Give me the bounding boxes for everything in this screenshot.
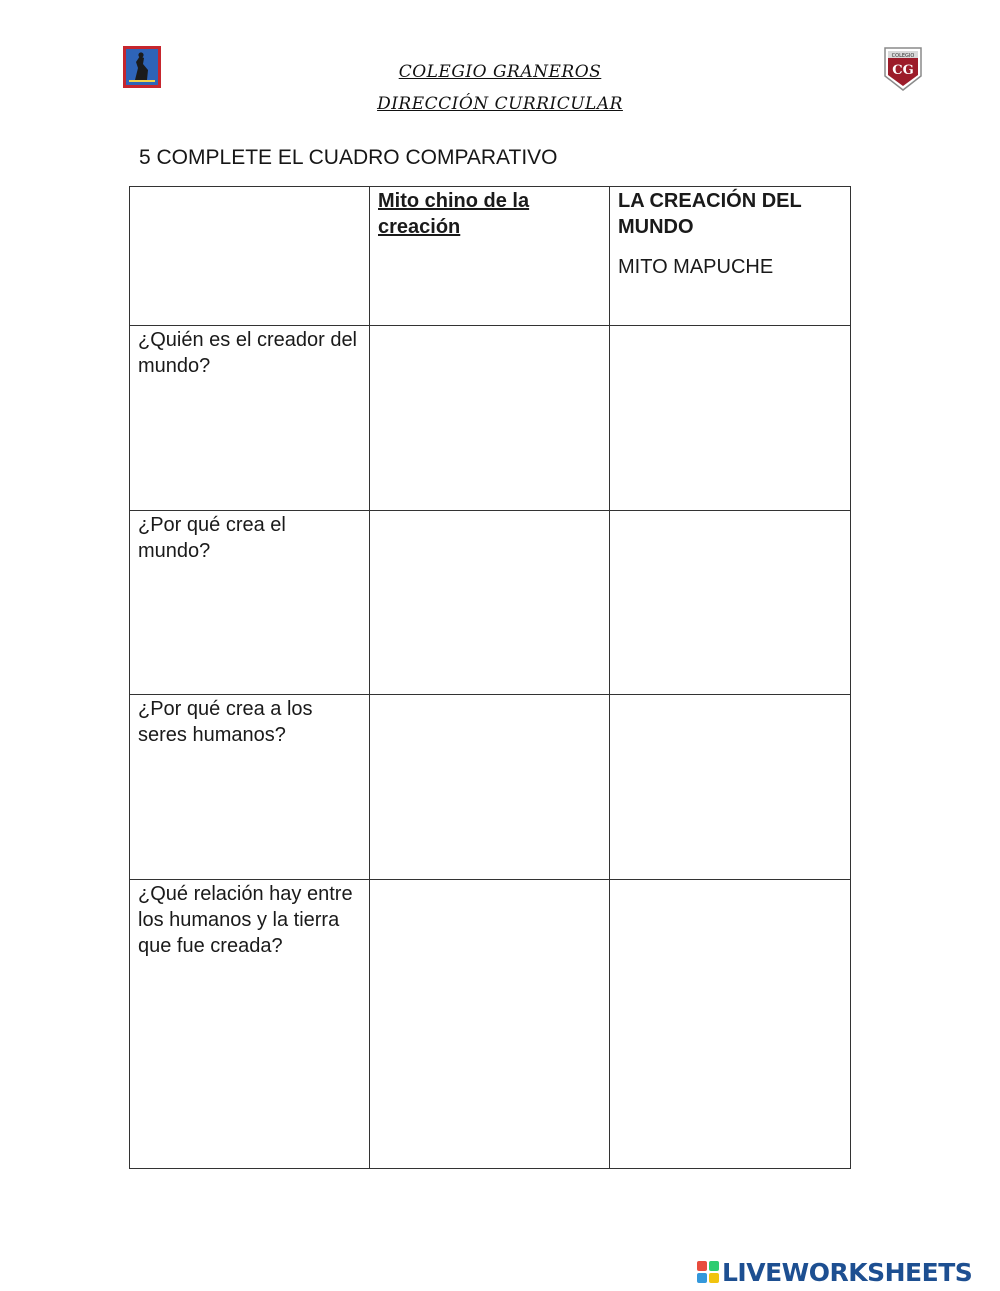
answer-cell-chinese[interactable] (370, 326, 610, 511)
question-cell: ¿Qué relación hay entre los humanos y la tierra que fue creada? (130, 880, 370, 1169)
answer-cell-mapuche[interactable] (610, 511, 851, 695)
answer-cell-mapuche[interactable] (610, 695, 851, 880)
answer-cell-mapuche[interactable] (610, 326, 851, 511)
crest-label: COLEGIO (891, 53, 915, 59)
header-chinese-myth (370, 187, 610, 326)
header-mapuche-title: LA CREACIÓN DEL MUNDO (618, 190, 802, 238)
answer-cell-chinese[interactable] (370, 511, 610, 695)
liveworksheets-brand (697, 1257, 972, 1287)
table-row (130, 511, 851, 695)
table-row (130, 880, 851, 1169)
department-name: DIRECCIÓN CURRICULAR (377, 94, 623, 114)
crest-initials: CG (892, 63, 914, 78)
answer-cell-mapuche[interactable] (610, 880, 851, 1169)
answer-cell-chinese[interactable] (370, 695, 610, 880)
table-row (130, 695, 851, 880)
answer-cell-chinese[interactable] (370, 880, 610, 1169)
corner-cell (130, 187, 370, 326)
question-cell: ¿Quién es el creador del mundo? (130, 326, 370, 511)
header-mapuche-subtitle: MITO MAPUCHE (618, 256, 774, 278)
table-header-row (130, 187, 851, 326)
header-chinese-myth-label: Mito chino de la creación (378, 190, 530, 238)
comparison-table (129, 186, 851, 1169)
liveworksheets-logo-icon (697, 1261, 719, 1283)
header-mapuche-myth (610, 187, 851, 326)
task-title: 5 COMPLETE EL CUADRO COMPARATIVO (139, 146, 558, 169)
school-header (0, 56, 1000, 120)
question-cell: ¿Por qué crea a los seres humanos? (130, 695, 370, 880)
table-row (130, 326, 851, 511)
liveworksheets-wordmark: LIVEWORKSHEETS (722, 1257, 973, 1287)
question-cell: ¿Por qué crea el mundo? (130, 511, 370, 695)
school-name: COLEGIO GRANEROS (398, 62, 602, 82)
